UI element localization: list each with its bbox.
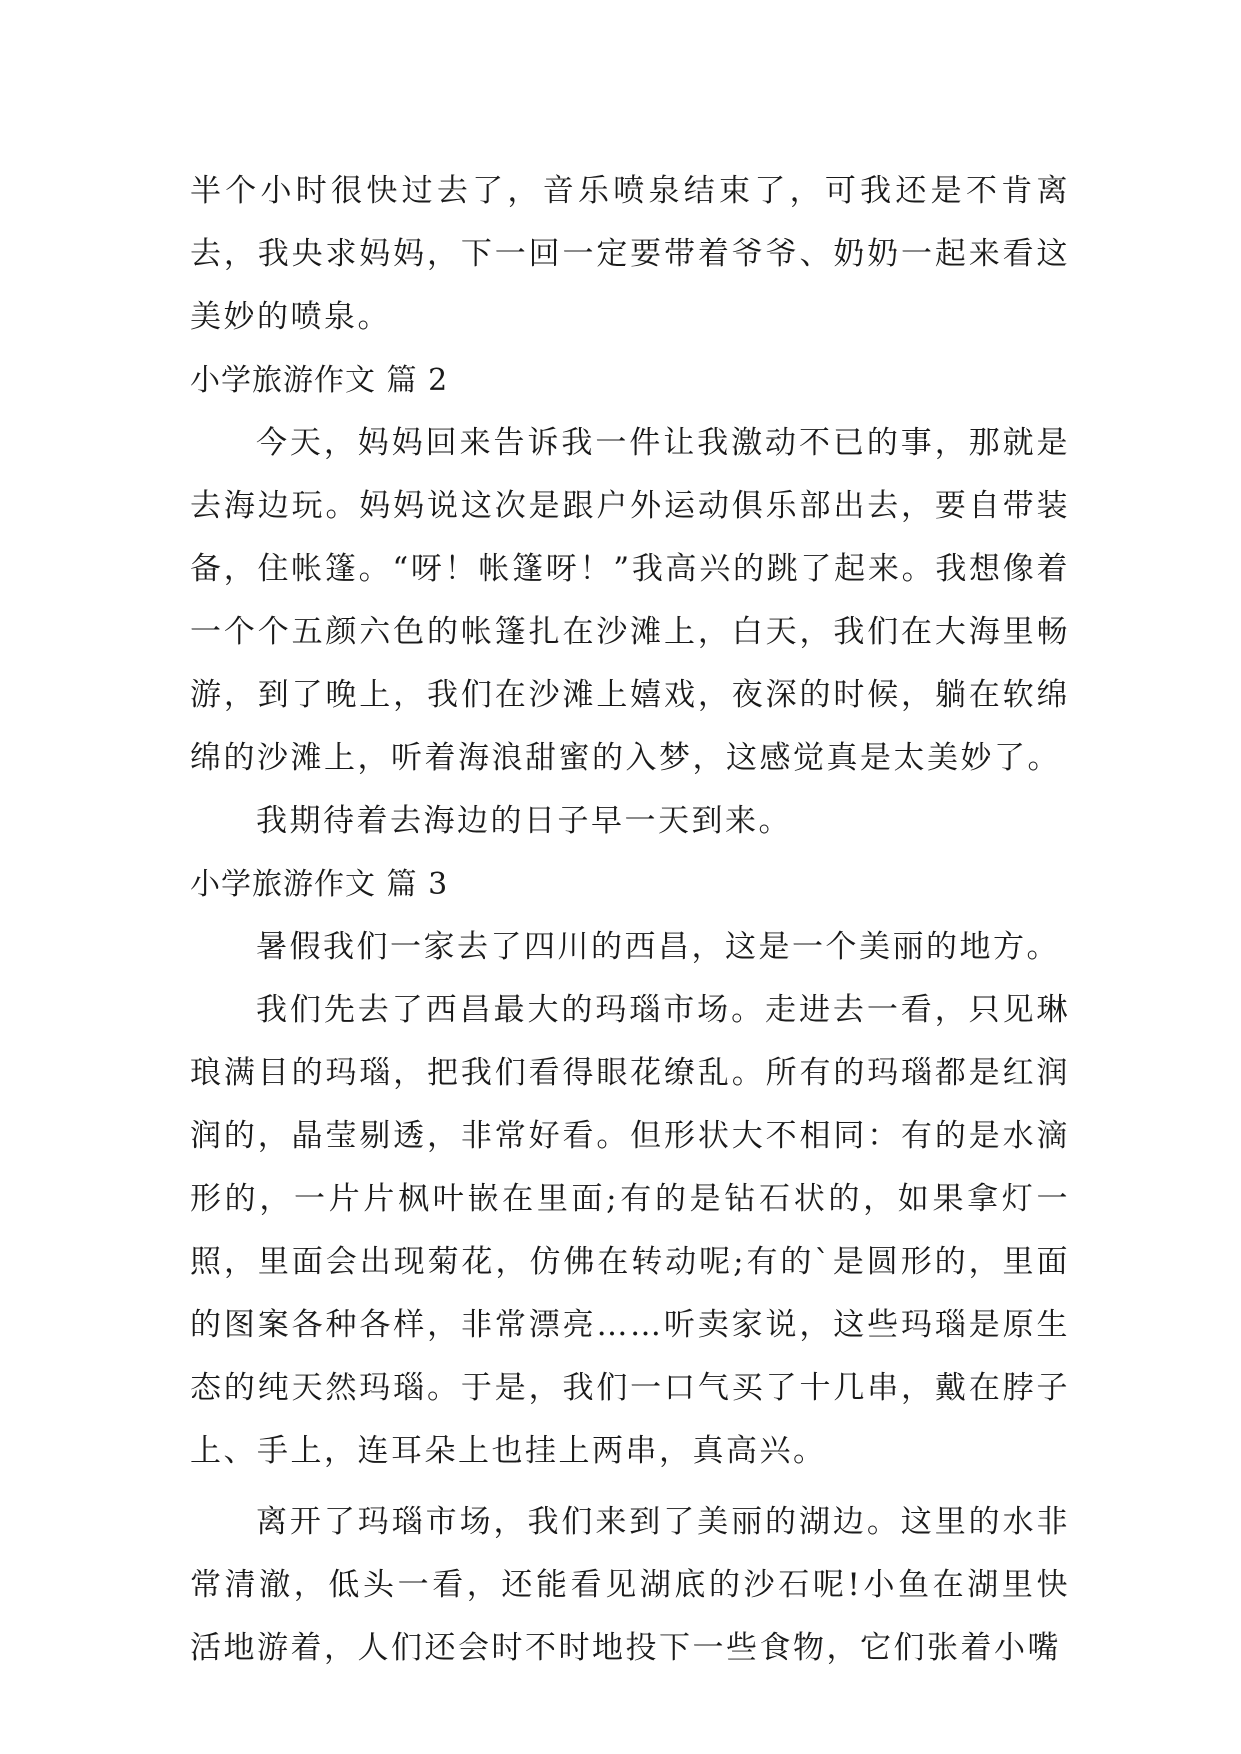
paragraph: 我期待着去海边的日子早一天到来。	[256, 803, 792, 839]
paragraph: 今天，妈妈回来告诉我一件让我激动不已的事，那就是去海边玩。妈妈说这次是跟户外运动俱乐部出去，要自带装备，住帐篷。“呀！帐篷呀！”我高兴的跳了起来。我想像着一个个五颜六色的帐篷扎在沙滩上，白天，我们在大海里畅游，到了晚上，我们在沙滩上嬉戏，夜深的时候，躺在软绵绵的沙滩上，听着海浪甜蜜的入梦，这感觉真是太美妙了。	[190, 425, 1070, 776]
section-heading: 小学旅游作文 篇 2	[190, 363, 449, 398]
document-body	[190, 160, 1070, 1680]
paragraph: 半个小时很快过去了，音乐喷泉结束了，可我还是不肯离去，我央求妈妈，下一回一定要带着爷爷、奶奶一起来看这美妙的喷泉。	[190, 173, 1070, 335]
paragraph: 我们先去了西昌最大的玛瑙市场。走进去一看，只见琳琅满目的玛瑙，把我们看得眼花缭乱。所有的玛瑙都是红润润的，晶莹剔透，非常好看。但形状大不相同：有的是水滴形的，一片片枫叶嵌在里面;有的是钻石状的，如果拿灯一照，里面会出现菊花，仿佛在转动呢;有的`是圆形的，里面的图案各种各样，非常漂亮……听卖家说，这些玛瑙是原生态的纯天然玛瑙。于是，我们一口气买了十几串，戴在脖子上、手上，连耳朵上也挂上两串，真高兴。	[190, 992, 1070, 1469]
paragraph: 离开了玛瑙市场，我们来到了美丽的湖边。这里的水非常清澈，低头一看，还能看见湖底的沙石呢!小鱼在湖里快活地游着，人们还会时不时地投下一些食物，它们张着小嘴	[190, 1504, 1070, 1666]
section-heading: 小学旅游作文 篇 3	[190, 867, 449, 902]
paragraph: 暑假我们一家去了四川的西昌，这是一个美丽的地方。	[256, 929, 1060, 965]
paragraph-spacer	[190, 1483, 1070, 1491]
